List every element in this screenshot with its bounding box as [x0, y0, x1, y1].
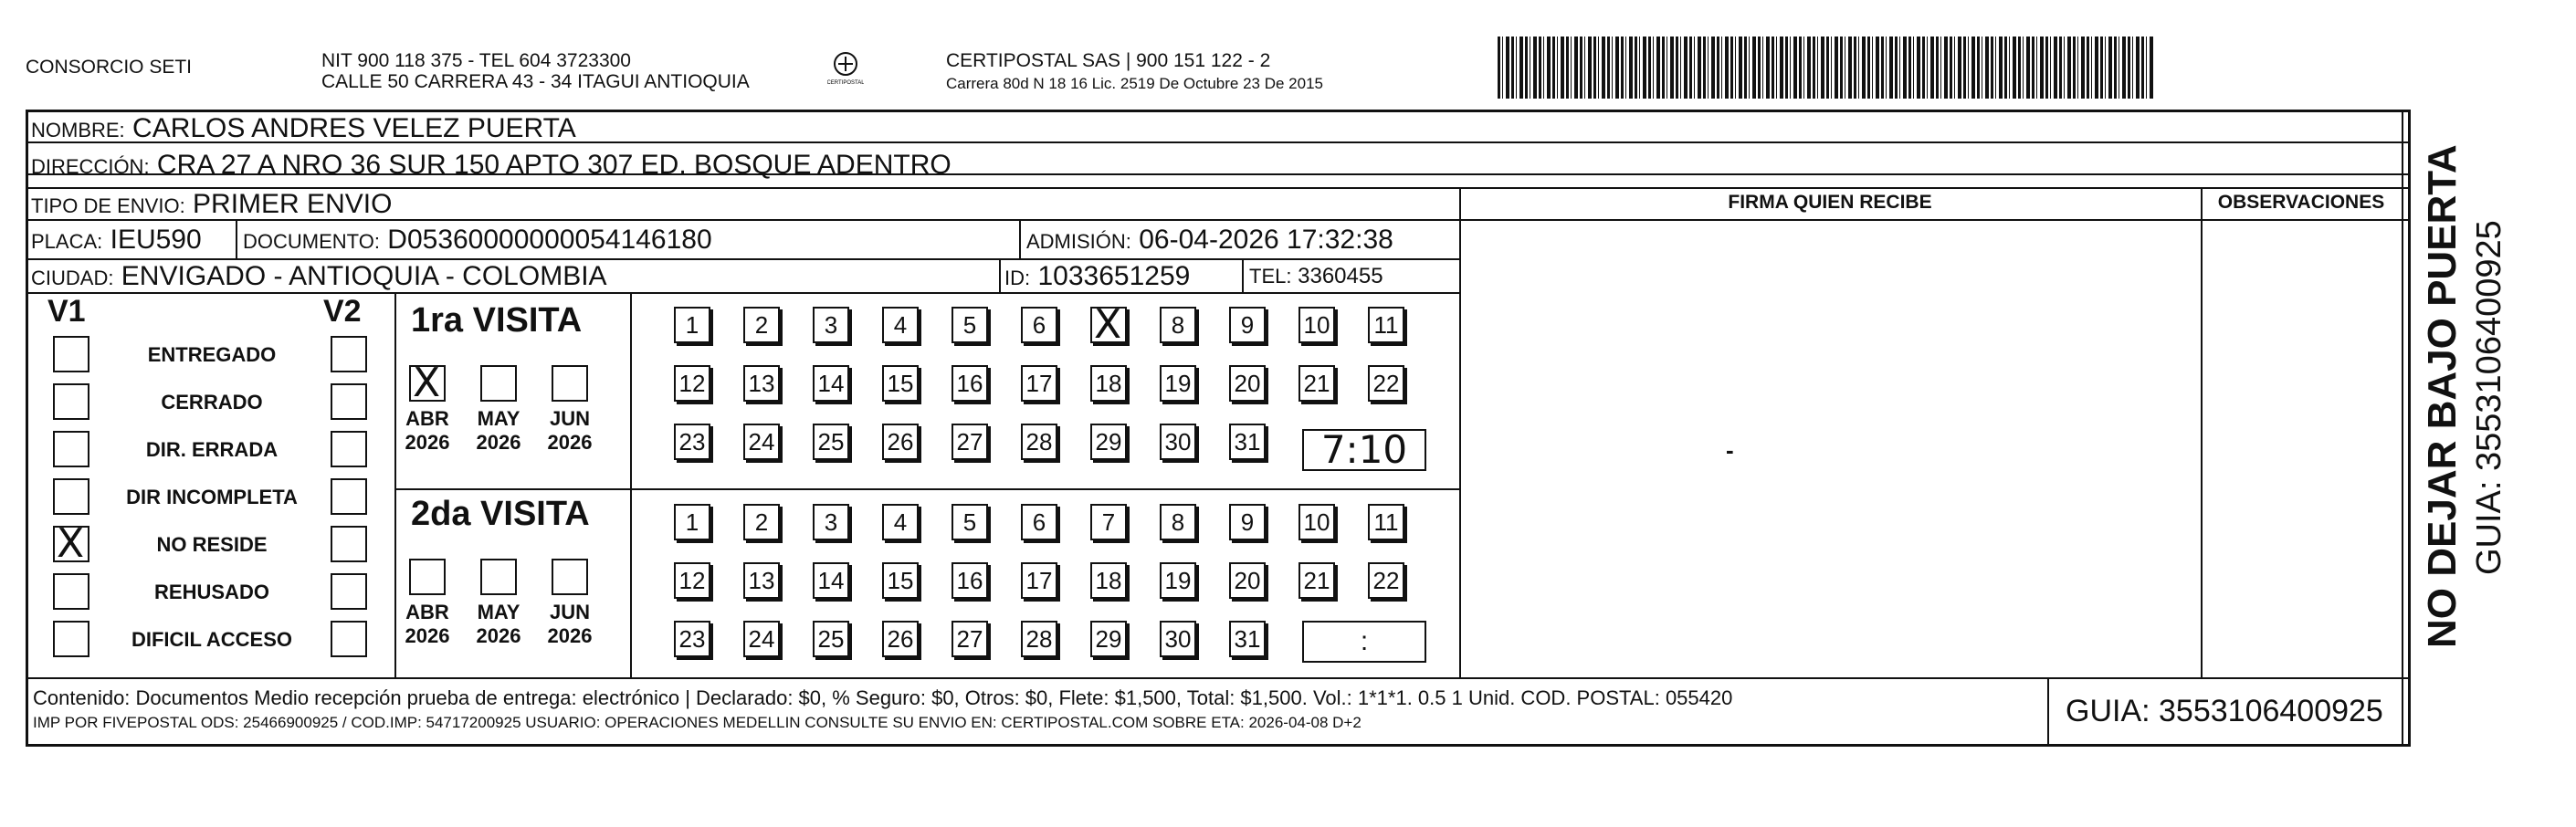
v1-checkbox[interactable] — [53, 621, 89, 657]
tel-label: TEL: — [1249, 265, 1292, 288]
check-mark: X — [413, 360, 441, 406]
day-box[interactable]: 16 — [952, 562, 988, 599]
side-warning: NO DEJAR BAJO PUERTA — [2420, 144, 2465, 648]
day-box[interactable]: 15 — [882, 365, 919, 402]
status-label: DIR INCOMPLETA — [126, 486, 298, 508]
placa-row — [31, 225, 202, 257]
day-box[interactable]: 10 — [1299, 504, 1335, 540]
day-box[interactable]: 6 — [1021, 504, 1057, 540]
direccion-label: DIRECCIÓN: — [31, 155, 150, 178]
day-box[interactable]: 9 — [1229, 504, 1266, 540]
status-label: NO RESIDE — [156, 533, 268, 556]
check-mark: X — [57, 520, 85, 567]
day-box[interactable]: 21 — [1299, 562, 1335, 599]
admision-value: 06-04-2026 17:32:38 — [1139, 225, 1393, 255]
month-label: JUN 2026 — [547, 407, 593, 454]
day-box[interactable]: 1 — [674, 307, 710, 343]
day-box[interactable]: 31 — [1229, 424, 1266, 460]
day-box[interactable]: 31 — [1229, 621, 1266, 657]
day-box[interactable]: 2 — [743, 307, 780, 343]
v2-checkbox[interactable] — [331, 478, 367, 515]
status-label: DIFICIL ACCESO — [131, 628, 292, 651]
month-checkbox[interactable] — [480, 365, 517, 402]
v2-checkbox[interactable] — [331, 573, 367, 610]
status-label: REHUSADO — [154, 581, 269, 603]
barcode — [1498, 37, 2155, 99]
day-box[interactable]: 30 — [1160, 424, 1196, 460]
footer-print-info: IMP POR FIVEPOSTAL ODS: 25466900925 / COD.IMP: 54717200925 USUARIO: OPERACIONES MEDELLIN CONSULTE SU ENVIO EN: CERTIPOSTAL.COM SOBRE ETA: 2026-04-08 D+2 — [33, 714, 1362, 731]
day-box[interactable]: 13 — [743, 365, 780, 402]
day-box[interactable]: 4 — [882, 307, 919, 343]
v2-checkbox[interactable] — [331, 621, 367, 657]
day-box[interactable]: 22 — [1368, 562, 1404, 599]
day-box[interactable]: 30 — [1160, 621, 1196, 657]
day-box[interactable]: 13 — [743, 562, 780, 599]
v2-checkbox[interactable] — [331, 336, 367, 372]
v2-header: V2 — [323, 294, 362, 329]
v1-checkbox[interactable] — [53, 336, 89, 372]
documento-label: DOCUMENTO: — [243, 230, 380, 253]
day-box[interactable]: 6 — [1021, 307, 1057, 343]
day-box[interactable]: 25 — [813, 621, 849, 657]
carrier-license: Carrera 80d N 18 16 Lic. 2519 De Octubre 23 De 2015 — [946, 75, 1323, 92]
day-box[interactable]: 22 — [1368, 365, 1404, 402]
day-box[interactable]: 27 — [952, 621, 988, 657]
day-box[interactable]: 18 — [1090, 365, 1127, 402]
day-box[interactable]: 26 — [882, 424, 919, 460]
v1-checkbox[interactable] — [53, 383, 89, 420]
check-mark: X — [1094, 301, 1122, 348]
month-checkbox[interactable] — [480, 559, 517, 595]
footer-guia: GUIA: 3553106400925 — [2066, 694, 2383, 728]
admision-label: ADMISIÓN: — [1026, 230, 1131, 253]
v1-header: V1 — [47, 294, 86, 329]
day-box[interactable]: 24 — [743, 621, 780, 657]
month-label: JUN 2026 — [547, 601, 593, 647]
day-box[interactable]: 14 — [813, 365, 849, 402]
documento-row — [243, 225, 712, 257]
documento-value: D05360000000054146180 — [387, 225, 712, 255]
first-visit-title: 1ra VISITA — [411, 301, 583, 340]
day-box[interactable]: 21 — [1299, 365, 1335, 402]
placa-label: PLACA: — [31, 230, 103, 253]
month-label: ABR 2026 — [405, 601, 450, 647]
status-label: DIR. ERRADA — [145, 438, 279, 461]
id-value: 1033651259 — [1037, 261, 1191, 291]
day-box[interactable]: 14 — [813, 562, 849, 599]
day-box[interactable]: 18 — [1090, 562, 1127, 599]
month-checkbox[interactable] — [409, 360, 446, 406]
day-box[interactable]: 23 — [674, 424, 710, 460]
ciudad-row — [31, 261, 607, 294]
day-box[interactable]: 17 — [1021, 365, 1057, 402]
nombre-label: NOMBRE: — [31, 119, 125, 141]
day-box[interactable]: 23 — [674, 621, 710, 657]
v2-checkbox[interactable] — [331, 431, 367, 467]
day-box[interactable]: 29 — [1090, 424, 1127, 460]
tipo-envio-value: PRIMER ENVIO — [193, 189, 393, 219]
nombre-value: CARLOS ANDRES VELEZ PUERTA — [132, 113, 576, 143]
month-checkbox[interactable] — [409, 559, 446, 595]
month-label: ABR 2026 — [405, 407, 450, 454]
observaciones-header: OBSERVACIONES — [2217, 192, 2385, 213]
day-box[interactable]: 28 — [1021, 621, 1057, 657]
second-visit-title: 2da VISITA — [411, 495, 590, 533]
company-name: CONSORCIO SETI — [26, 57, 193, 78]
id-label: ID: — [1004, 267, 1031, 289]
day-box[interactable]: 5 — [952, 504, 988, 540]
day-box[interactable]: 10 — [1299, 307, 1335, 343]
company-nit: NIT 900 118 375 - TEL 604 3723300 — [321, 50, 631, 71]
nombre-row — [31, 113, 576, 146]
v1-checkbox[interactable] — [53, 478, 89, 515]
tipo-envio-row — [31, 189, 392, 222]
month-label: MAY 2026 — [476, 407, 521, 454]
day-box[interactable]: 16 — [952, 365, 988, 402]
day-box[interactable]: 19 — [1160, 365, 1196, 402]
day-box[interactable]: 24 — [743, 424, 780, 460]
footer-content: Contenido: Documentos Medio recepción prueba de entrega: electrónico | Declarado: $0, % Seguro: $0, Otros: $0, Flete: $1,500, Total: $1,500. Vol.: 1*1*1. 0.5 1 Unid. COD. POSTAL: 055420 — [33, 686, 1733, 709]
second-visit-time: : — [1302, 621, 1426, 663]
certipostal-logo — [827, 49, 864, 86]
ciudad-label: CIUDAD: — [31, 267, 114, 289]
day-box[interactable]: 5 — [952, 307, 988, 343]
day-box[interactable]: 20 — [1229, 562, 1266, 599]
direccion-row — [31, 150, 952, 183]
day-box[interactable]: 1 — [674, 504, 710, 540]
day-box[interactable] — [1090, 301, 1127, 348]
firma-header: FIRMA QUIEN RECIBE — [1728, 192, 1932, 213]
tipo-envio-label: TIPO DE ENVIO: — [31, 194, 185, 217]
ciudad-value: ENVIGADO - ANTIOQUIA - COLOMBIA — [121, 261, 607, 291]
day-box[interactable]: 11 — [1368, 307, 1404, 343]
day-box[interactable]: 20 — [1229, 365, 1266, 402]
svg-text:CERTIPOSTAL: CERTIPOSTAL — [827, 80, 864, 86]
day-box[interactable]: 17 — [1021, 562, 1057, 599]
status-label: ENTREGADO — [147, 343, 277, 366]
day-box[interactable]: 12 — [674, 365, 710, 402]
id-row — [1004, 261, 1190, 294]
day-box[interactable]: 29 — [1090, 621, 1127, 657]
v1-checkbox[interactable] — [53, 520, 89, 567]
day-box[interactable]: 8 — [1160, 307, 1196, 343]
first-visit-time: 7:10 — [1302, 429, 1426, 471]
placa-value: IEU590 — [110, 225, 202, 255]
v1-checkbox[interactable] — [53, 431, 89, 467]
company-address: CALLE 50 CARRERA 43 - 34 ITAGUI ANTIOQUIA — [321, 71, 750, 92]
day-box[interactable]: 2 — [743, 504, 780, 540]
month-checkbox[interactable] — [552, 365, 588, 402]
month-checkbox[interactable] — [552, 559, 588, 595]
day-box[interactable]: 19 — [1160, 562, 1196, 599]
day-box[interactable]: 12 — [674, 562, 710, 599]
direccion-value: CRA 27 A NRO 36 SUR 150 APTO 307 ED. BOSQUE ADENTRO — [156, 150, 952, 180]
month-label: MAY 2026 — [476, 601, 521, 647]
v1-checkbox[interactable] — [53, 573, 89, 610]
day-box[interactable]: 9 — [1229, 307, 1266, 343]
tel-row — [1249, 261, 1383, 292]
day-box[interactable]: 8 — [1160, 504, 1196, 540]
day-box[interactable]: 3 — [813, 307, 849, 343]
day-box[interactable]: 4 — [882, 504, 919, 540]
day-box[interactable]: 27 — [952, 424, 988, 460]
tel-value: 3360455 — [1298, 264, 1383, 288]
day-box[interactable]: 15 — [882, 562, 919, 599]
carrier-name: CERTIPOSTAL SAS | 900 151 122 - 2 — [946, 50, 1271, 71]
status-label: CERRADO — [161, 391, 263, 414]
admision-row — [1026, 225, 1393, 257]
day-box[interactable]: 11 — [1368, 504, 1404, 540]
day-box[interactable]: 7 — [1090, 504, 1127, 540]
v2-checkbox[interactable] — [331, 383, 367, 420]
side-guia: GUIA: 3553106400925 — [2470, 220, 2508, 575]
v2-checkbox[interactable] — [331, 526, 367, 562]
day-box[interactable]: 28 — [1021, 424, 1057, 460]
day-box[interactable]: 3 — [813, 504, 849, 540]
day-box[interactable]: 25 — [813, 424, 849, 460]
firma-mark: - — [1726, 436, 1734, 464]
day-box[interactable]: 26 — [882, 621, 919, 657]
